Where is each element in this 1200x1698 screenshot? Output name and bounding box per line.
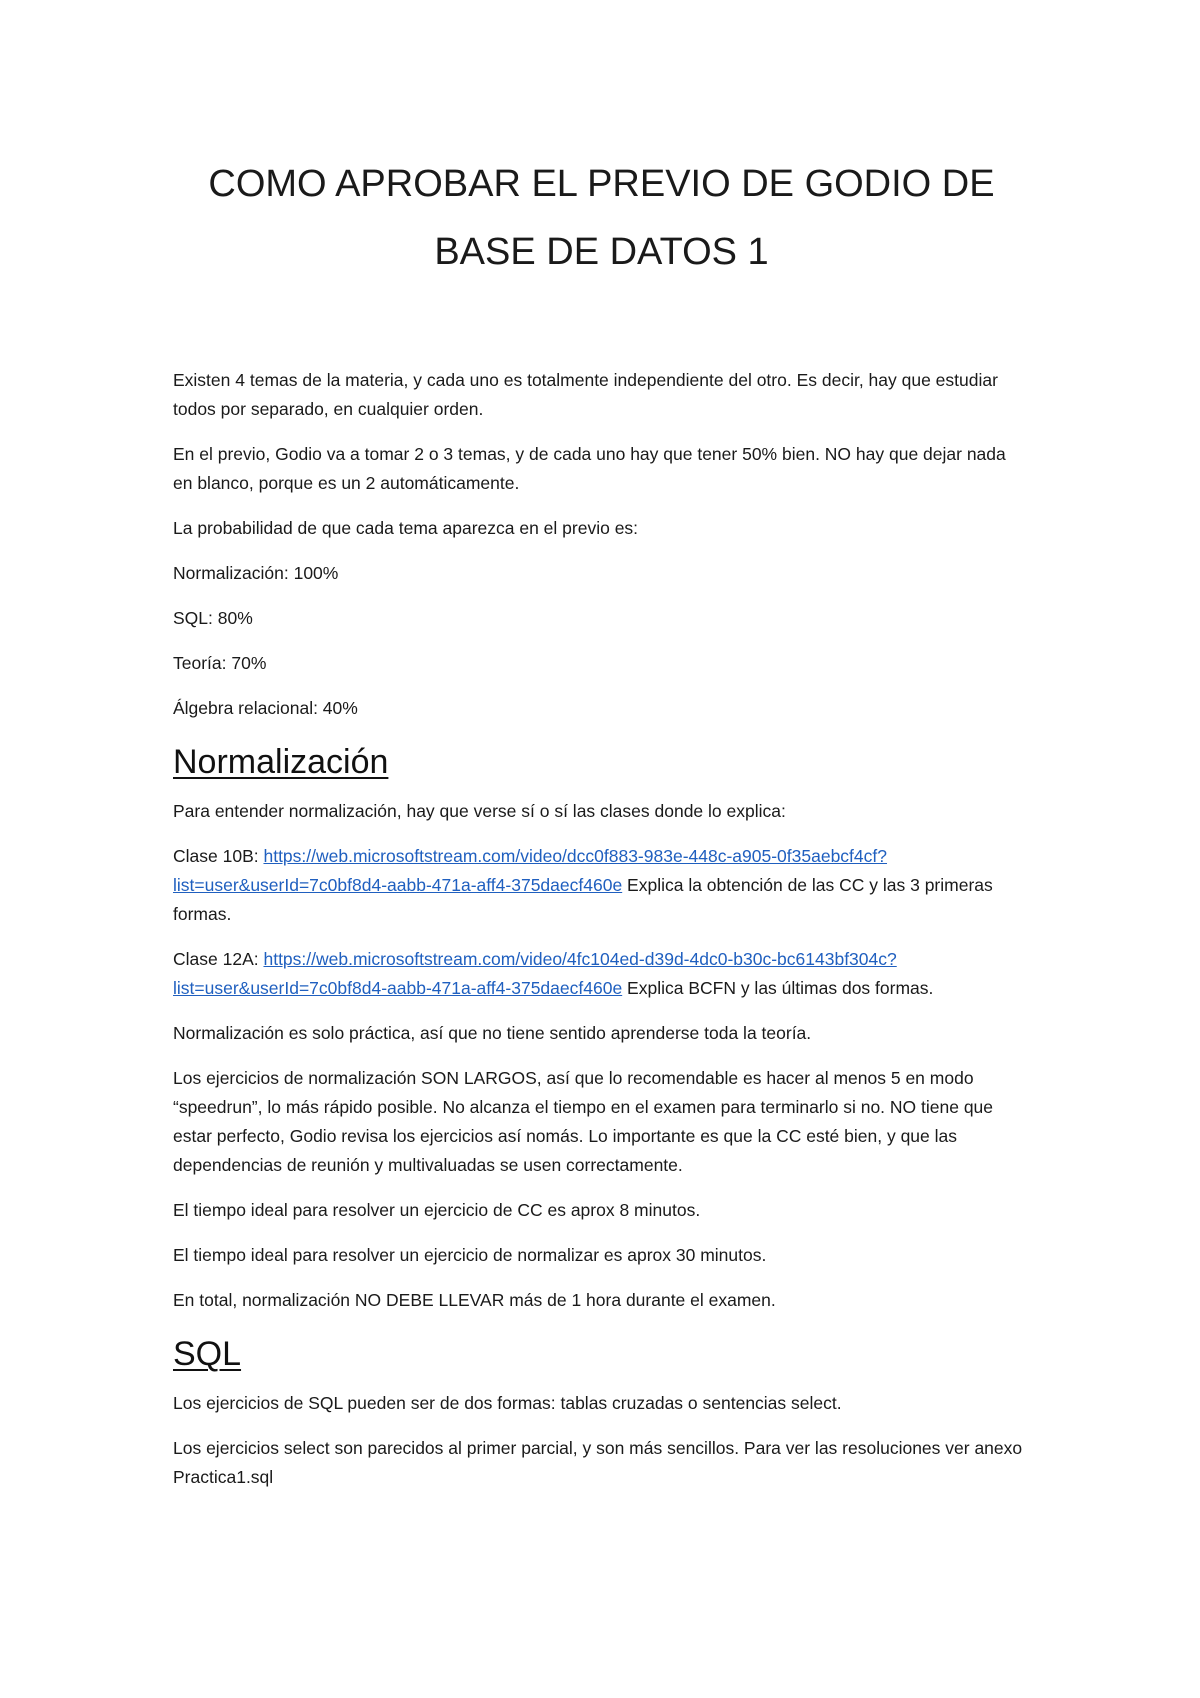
title-line-1: COMO APROBAR EL PREVIO DE GODIO DE [208,163,995,205]
clase-10b-url-line-2: list=user&userId=7c0bf8d4-aabb-471a-aff4-375daecf460e [173,875,623,895]
prob-normalizacion: Normalización: 100% [173,563,339,583]
normalizacion-paragraph-2: Normalización es solo práctica, así que no tiene sentido aprenderse toda la teoría. [173,1023,812,1043]
prob-teoria: Teoría: 70% [173,653,267,673]
normalizacion-paragraph-1: Para entender normalización, hay que verse sí o sí las clases donde lo explica: [173,801,786,821]
document-title [173,150,1030,286]
clase-12a-url-line-2: list=user&userId=7c0bf8d4-aabb-471a-aff4-375daecf460e [173,978,623,998]
title-line-2: BASE DE DATOS 1 [434,231,769,273]
heading-sql: SQL [173,1335,242,1373]
clase-10b-url-line-1: https://web.microsoftstream.com/video/dcc0f883-983e-448c-a905-0f35aebcf4cf? [263,846,888,866]
normalizacion-paragraph-3: Los ejercicios de normalización SON LARGOS, así que lo recomendable es hacer al menos 5 en modo “speedrun”, lo más rápido posible. No alcanza el tiempo en el examen para terminarlo si no. NO tiene que estar perfecto, Godio revisa los ejercicios así nomás. Lo importante es que la CC esté bien, y que las dependencias de reunión y multivaluadas se usen correctamente. [173,1068,994,1175]
normalizacion-paragraph-4: El tiempo ideal para resolver un ejercicio de CC es aprox 8 minutos. [173,1200,701,1220]
clase-10b-paragraph [173,842,1030,929]
prob-sql: SQL: 80% [173,608,253,628]
sql-paragraph-2: Los ejercicios select son parecidos al primer parcial, y son más sencillos. Para ver las resoluciones ver anexo Practica1.sql [173,1438,1023,1487]
normalizacion-paragraph-6: En total, normalización NO DEBE LLEVAR más de 1 hora durante el examen. [173,1290,776,1310]
clase-12a-label: Clase 12A: [173,949,264,969]
clase-12a-paragraph [173,945,1030,1003]
intro-paragraph-1: Existen 4 temas de la materia, y cada uno es totalmente independiente del otro. Es decir, hay que estudiar todos por separado, en cualquier orden. [173,370,998,419]
clase-12a-description: Explica BCFN y las últimas dos formas. [622,978,934,998]
intro-paragraph-2: En el previo, Godio va a tomar 2 o 3 temas, y de cada uno hay que tener 50% bien. NO hay que dejar nada en blanco, porque es un 2 automáticamente. [173,444,1006,493]
intro-paragraph-3: La probabilidad de que cada tema aparezca en el previo es: [173,518,639,538]
clase-10b-label: Clase 10B: [173,846,264,866]
heading-normalizacion: Normalización [173,743,389,781]
sql-paragraph-1: Los ejercicios de SQL pueden ser de dos formas: tablas cruzadas o sentencias select. [173,1393,842,1413]
clase-10b-description: Explica la obtención de las CC y las 3 primeras formas. [173,875,993,924]
normalizacion-paragraph-5: El tiempo ideal para resolver un ejercicio de normalizar es aprox 30 minutos. [173,1245,767,1265]
prob-algebra: Álgebra relacional: 40% [173,698,358,718]
clase-12a-url-line-1: https://web.microsoftstream.com/video/4fc104ed-d39d-4dc0-b30c-bc6143bf304c? [263,949,897,969]
